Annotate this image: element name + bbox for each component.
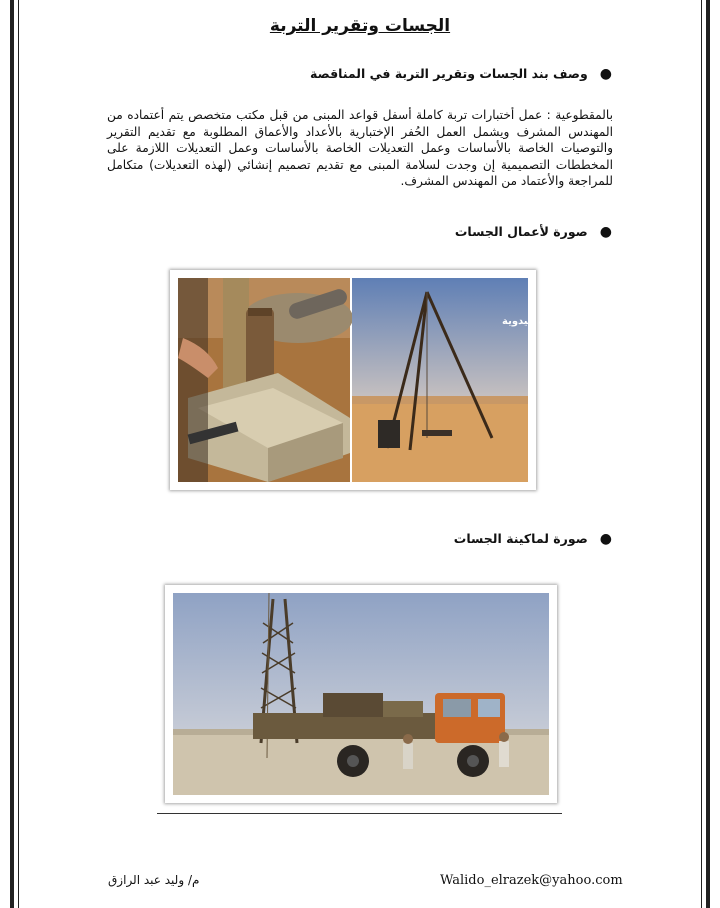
heading-text: صورة لأعمال الجسات (454, 224, 588, 239)
boring-machine-photo (165, 585, 557, 803)
section-heading-tender-item (310, 66, 612, 82)
footer-separator-line (157, 813, 562, 814)
drilling-truck-image (173, 593, 549, 795)
tripod-photo-caption: أداة الجسة اليدوية (502, 316, 591, 327)
boring-works-photo (170, 270, 591, 490)
author-email: Walido_elrazek@yahoo.com (440, 873, 623, 888)
page-border-right-inner (701, 0, 702, 908)
page-border-left-inner (18, 0, 19, 908)
bullet-icon: ● (599, 66, 612, 82)
page-border-left-outer (10, 0, 14, 908)
heading-text: صورة لماكينة الجسات (453, 531, 588, 546)
heading-text: وصف بند الجسات وتقرير التربة في المناقصة (310, 66, 588, 81)
manual-auger-closeup-image (178, 278, 350, 482)
section-heading-boring-works (455, 224, 612, 240)
tender-item-description: بالمقطوعية : عمل أختبارات تربة كاملة أسفل قواعد المبنى من قبل مكتب متخصص يتم أعتماده من المهندس المشرف ويشمل العمل الحُفر الإختبارية بالأعداد والأعماق المطلوبة مع تقديم التقرير والتوصيات الخاصة بالأساسات وعمل التعديلات الخاصة بالأساسات وعمل التعديلات اللازمة على المخططات التصميمية إن وجدت لسلامة المبنى مع تقديم تصميم إنشائي (لهذه التعديلات) متكامل للمراجعة والأعتماد من المهندس المشرف. (107, 108, 613, 188)
bullet-icon: ● (599, 531, 612, 547)
page-title: الجسات وتقرير التربة (269, 16, 451, 36)
author-name: م/ وليد عبد الرازق (108, 873, 200, 887)
manual-tripod-rig-image (352, 278, 591, 482)
page-border-right-outer (706, 0, 710, 908)
section-heading-boring-machine (454, 531, 612, 547)
bullet-icon: ● (599, 224, 612, 240)
